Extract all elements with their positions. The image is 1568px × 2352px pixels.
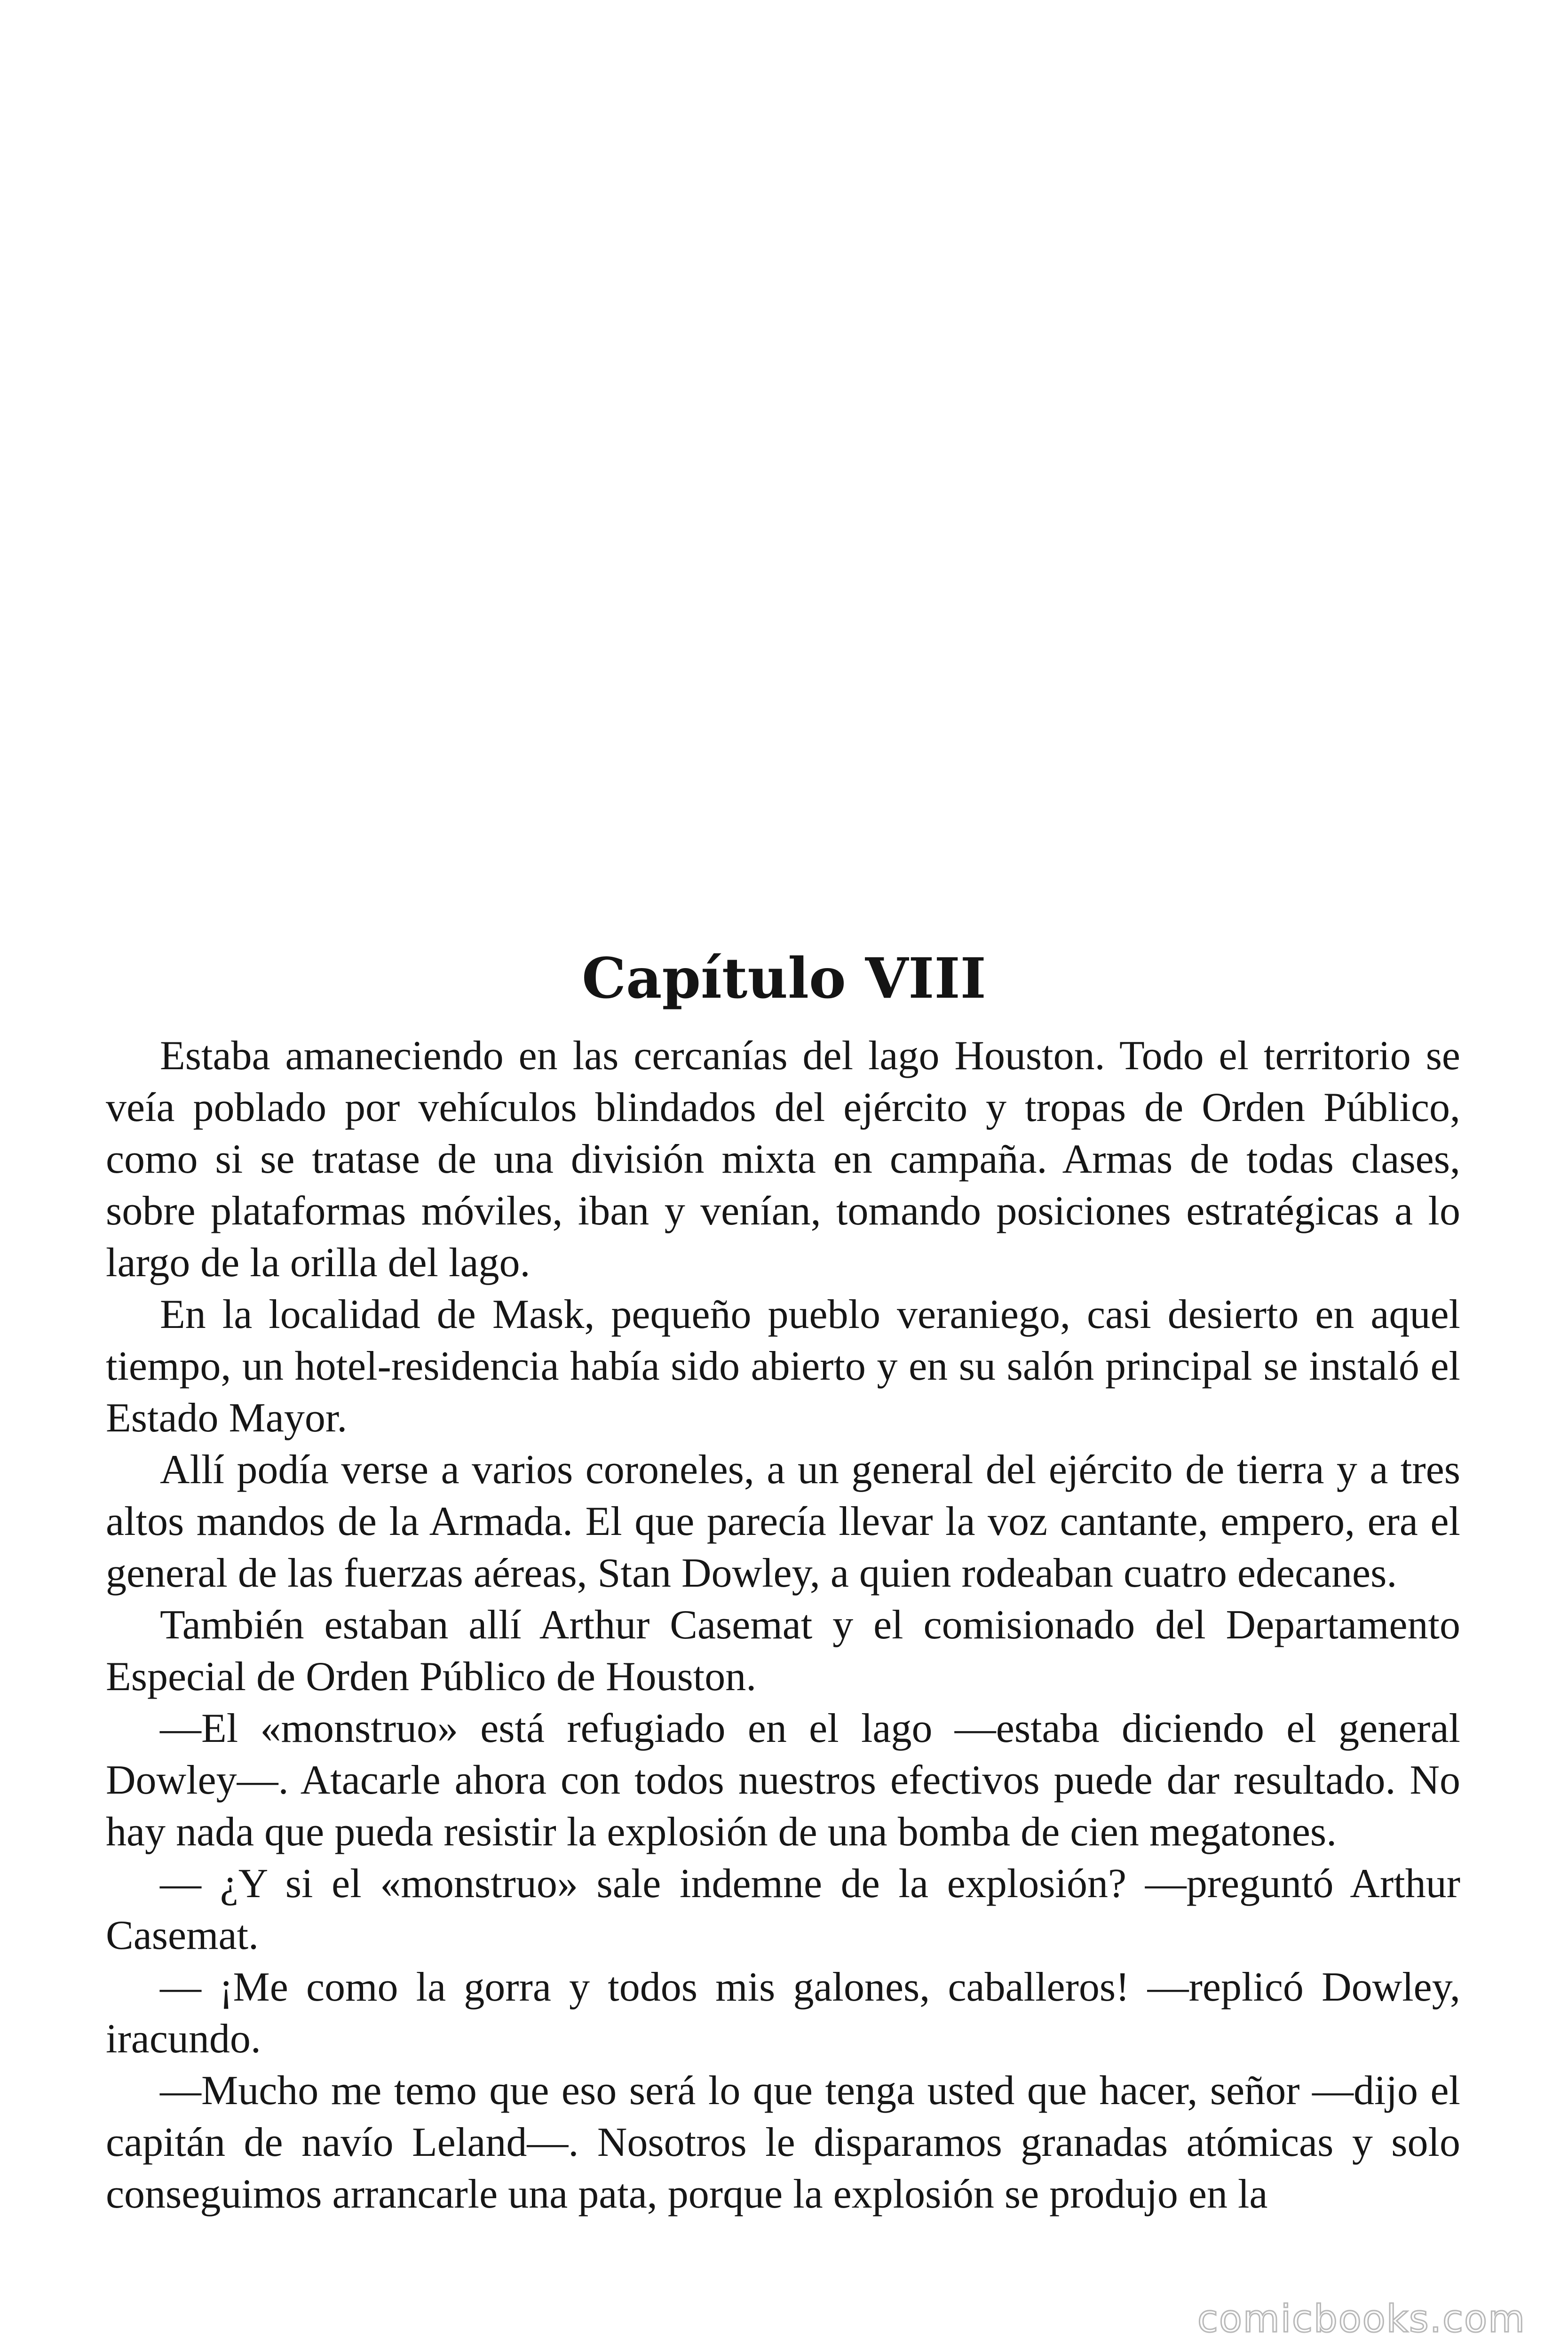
paragraph: También estaban allí Arthur Casemat y el comisionado del Departamento Especial de Orden Público de Houston. xyxy=(106,1602,1460,1700)
paragraph: —Mucho me temo que eso será lo que tenga usted que hacer, señor —dijo el capitán de navío Leland—. Nosotros le disparamos granadas atómicas y solo conseguimos arrancarle una pata, porque la explosión se produjo en la xyxy=(106,2068,1460,2217)
paragraph: Allí podía verse a varios coroneles, a un general del ejército de tierra y a tres altos mandos de la Armada. El que parecía llevar la voz cantante, empero, era el general de las fuerzas aéreas, Stan Dowley, a quien rodeaban cuatro edecanes. xyxy=(106,1447,1460,1596)
paragraph: —El «monstruo» está refugiado en el lago —estaba diciendo el general Dowley—. Atacarle ahora con todos nuestros efectivos puede dar resultado. No hay nada que pueda resistir la explosión de una bomba de cien megatones. xyxy=(106,1706,1460,1855)
paragraph: Estaba amaneciendo en las cercanías del lago Houston. Todo el territorio se veía poblado por vehículos blindados del ejército y tropas de Orden Público, como si se tratase de una división mixta en campaña. Armas de todas clases, sobre plataformas móviles, iban y venían, tomando posiciones estratégicas a lo largo de la orilla del lago. xyxy=(106,1033,1460,1286)
paragraph: — ¿Y si el «monstruo» sale indemne de la explosión? —preguntó Arthur Casemat. xyxy=(106,1861,1460,1958)
chapter-body xyxy=(106,1030,1460,2220)
paragraph: En la localidad de Mask, pequeño pueblo veraniego, casi desierto en aquel tiempo, un hotel-residencia había sido abierto y en su salón principal se instaló el Estado Mayor. xyxy=(106,1292,1460,1441)
watermark: comicbooks.com xyxy=(1197,2297,1526,2341)
paragraph: — ¡Me como la gorra y todos mis galones, caballeros! —replicó Dowley, iracundo. xyxy=(106,1964,1460,2062)
chapter-title: Capítulo VIII xyxy=(582,946,986,1011)
